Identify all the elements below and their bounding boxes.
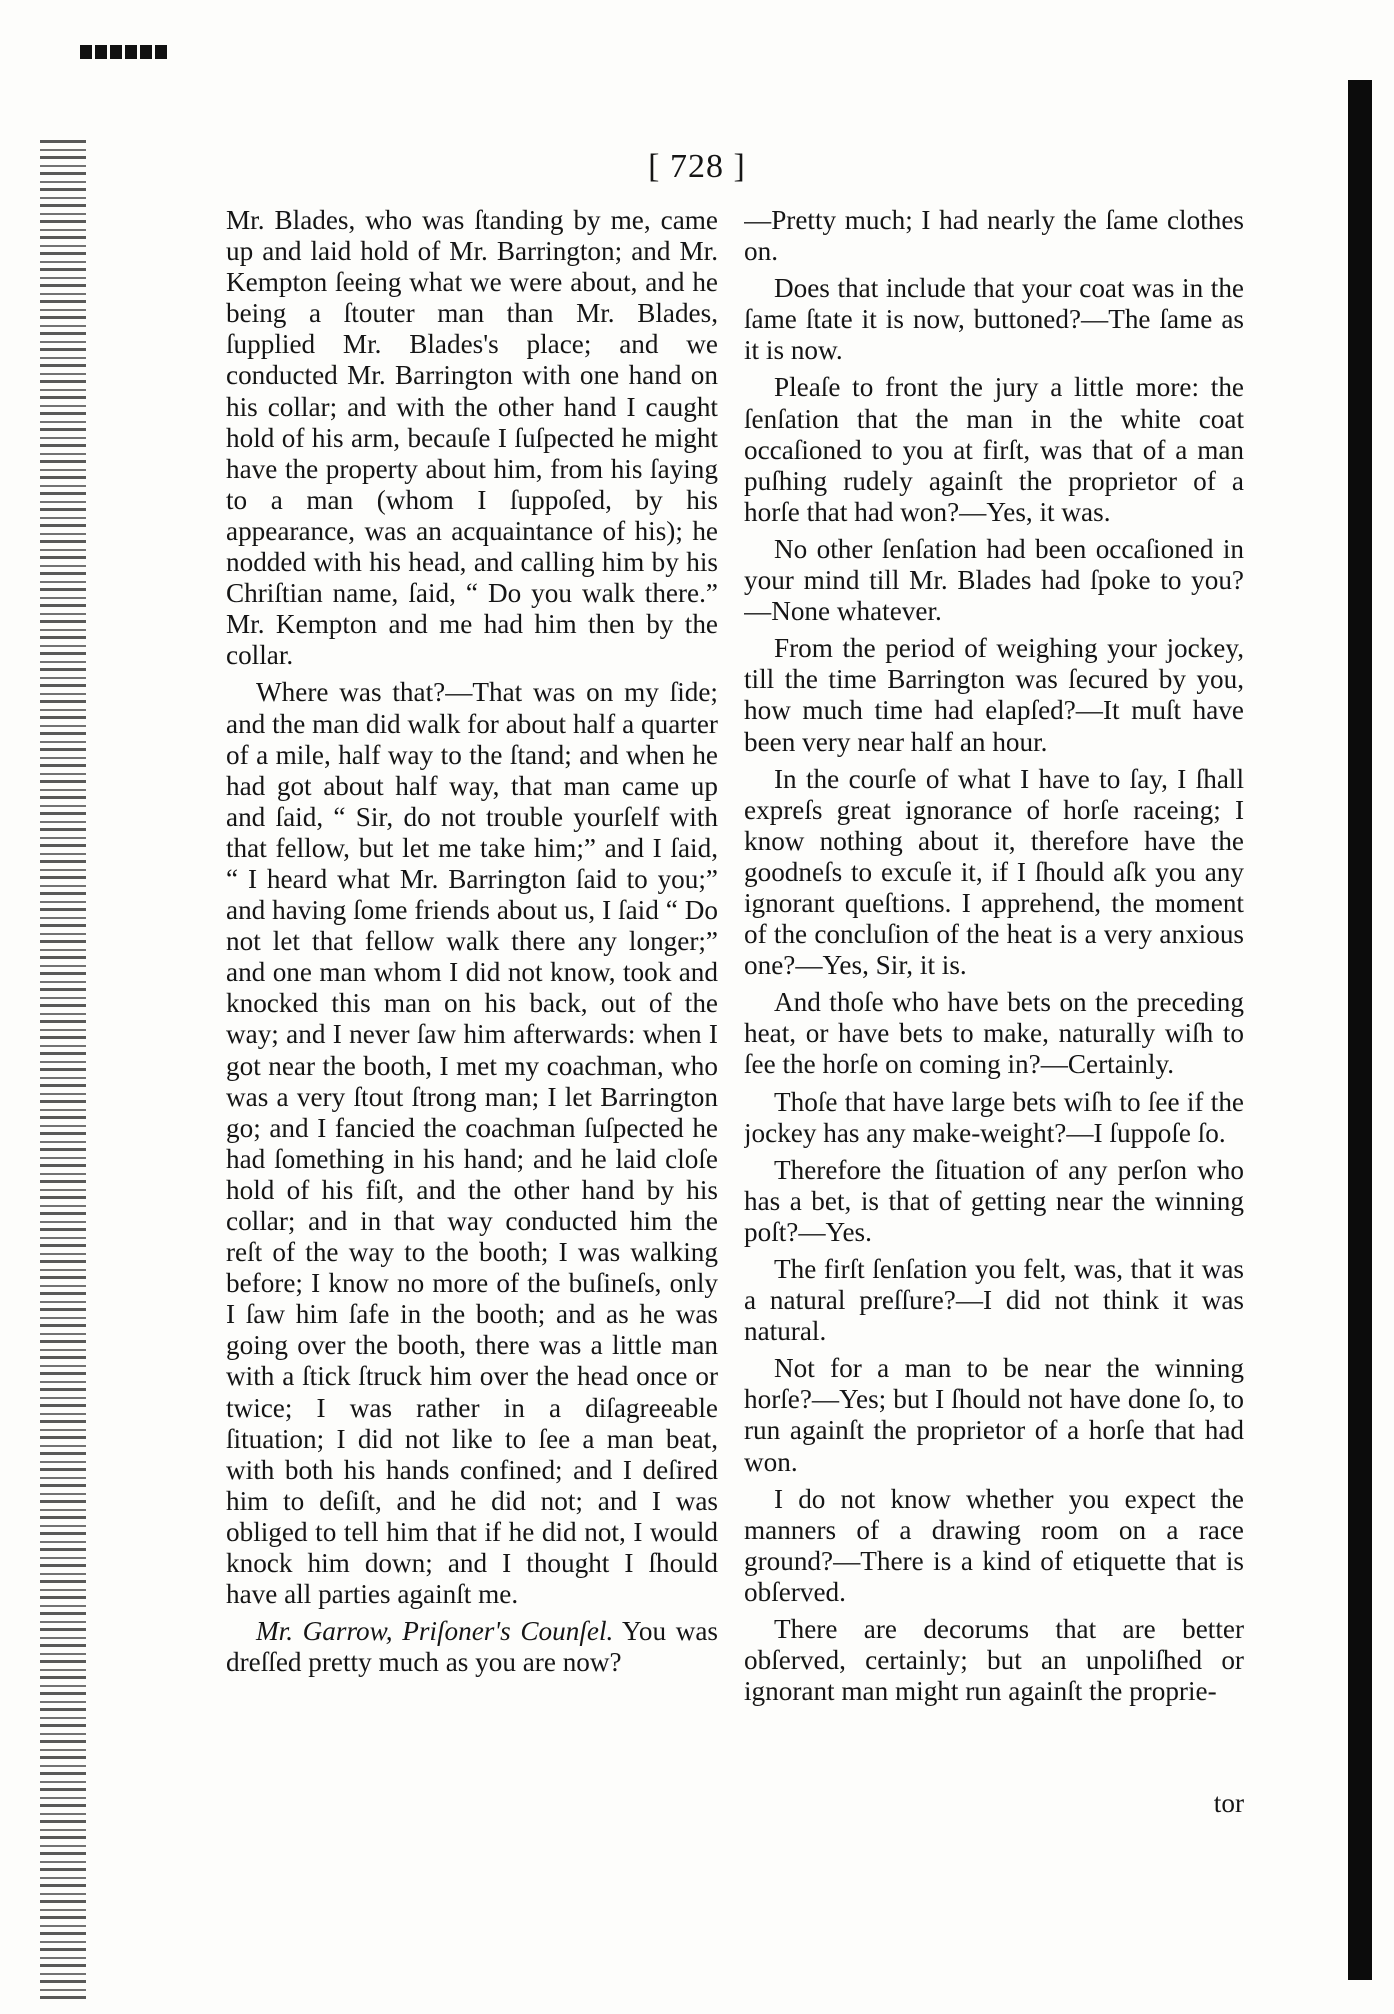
paragraph: Does that include that your coat was in the ſame ſtate it is now, buttoned?—The ſame as it is now.	[744, 273, 1244, 366]
paragraph: The firſt ſenſation you felt, was, that it was a natural preſſure?—I did not think it was natural.	[744, 1254, 1244, 1347]
page-number: [ 728 ]	[648, 148, 746, 185]
paragraph: Thoſe that have large bets wiſh to ſee if the jockey has any make-weight?—I ſuppoſe ſo.	[744, 1086, 1244, 1148]
counsel-name: Mr. Garrow, Priſoner's Counſel.	[256, 1616, 614, 1647]
paragraph: In the courſe of what I have to ſay, I ſhall expreſs great ignorance of horſe raceing; I know nothing about it, therefore have the goodneſs to excuſe it, if I ſhould aſk you any ignorant queſtions. I apprehend, the moment of the concluſion of the heat is a very anxious one?—Yes, Sir, it is.	[744, 763, 1244, 981]
paragraph: There are decorums that are better obſerved, certainly; but an unpoliſhed or ignorant man might run againſt the proprie-	[744, 1614, 1244, 1707]
paragraph: No other ſenſation had been occaſioned in your mind till Mr. Blades had ſpoke to you?—None whatever.	[744, 533, 1244, 627]
counsel-question: You was dreſſed pretty much as you are now?	[226, 1616, 718, 1678]
right-column	[744, 205, 1244, 1785]
catchword: tor	[1213, 1788, 1244, 1818]
paragraph: I do not know whether you expect the manners of a drawing room on a race ground?—There is a kind of etiquette that is obſerved.	[744, 1483, 1244, 1607]
paragraph: Therefore the ſituation of any perſon who has a bet, is that of getting near the winning poſt?—Yes.	[744, 1154, 1244, 1247]
paragraph: Where was that?—That was on my ſide; and the man did walk for about half a quarter of a mile, half way to the ſtand; and when he had got about half way, that man came up and ſaid, “ Sir, do not trouble yourſelf with that fellow, but let me take him;” and I ſaid, “ I heard what Mr. Barrington ſaid to you;” and having ſome friends about us, I ſaid “ Do not let that fellow walk there any longer;” and one man whom I did not know, took and knocked this man on his back, out of the way; and I never ſaw him afterwards: when I got near the booth, I met my coachman, who was a very ſtout ſtrong man; I let Barrington go; and I fancied the coachman ſuſpected he had ſomething in his hand; and he laid cloſe hold of his fiſt, and the other hand by his collar; and in that way conducted him the reſt of the way to the booth; I was walking before; I know no more of the buſineſs, only I ſaw him ſafe in the booth; and as he was going over the booth, there was a little man with a ſtick ſtruck him over the head once or twice; I was rather in a diſagreeable ſituation; I did not like to ſee a man beat, with both his hands confined; and I deſired him to deſiſt, and he did not; and I was obliged to tell him that if he did not, I would knock him down; and I thought I ſhould have all parties againſt me.	[226, 677, 718, 1610]
paragraph: From the period of weighing your jockey, till the time Barrington was ſecured by you, how much time had elapſed?—It muſt have been very near half an hour.	[744, 633, 1244, 757]
scan-edge-mark	[80, 45, 170, 59]
paragraph: Not for a man to be near the winning horſe?—Yes; but I ſhould not have done ſo, to run againſt the proprietor of a horſe that had won.	[744, 1353, 1244, 1477]
left-column	[226, 205, 718, 1785]
paragraph: Mr. Blades, who was ſtanding by me, came up and laid hold of Mr. Barrington; and Mr. Kempton ſeeing what we were about, and he being a ſtouter man than Mr. Blades, ſupplied Mr. Blades's place; and we conducted Mr. Barrington with one hand on his collar; and with the other hand I caught hold of his arm, becauſe I ſuſpected he might have the property about him, from his ſaying to a man (whom I ſuppoſed, by his appearance, was an acquaintance of his); he nodded with his head, and calling him by his Chriſtian name, ſaid, “ Do you walk there.” Mr. Kempton and me had him then by the collar.	[226, 205, 718, 671]
paragraph: And thoſe who have bets on the preceding heat, or have bets to make, naturally wiſh to ſee the horſe on coming in?—Certainly.	[744, 987, 1244, 1080]
binding-gutter	[40, 140, 86, 2000]
counsel-paragraph	[226, 1616, 718, 1678]
scan-edge-bar	[1348, 80, 1372, 1980]
paragraph: Pleaſe to front the jury a little more: the ſenſation that the man in the white coat occaſioned to you at firſt, was that of a man puſhing rudely againſt the proprietor of a horſe that had won?—Yes, it was.	[744, 372, 1244, 527]
paragraph: —Pretty much; I had nearly the ſame clothes on.	[744, 205, 1244, 267]
